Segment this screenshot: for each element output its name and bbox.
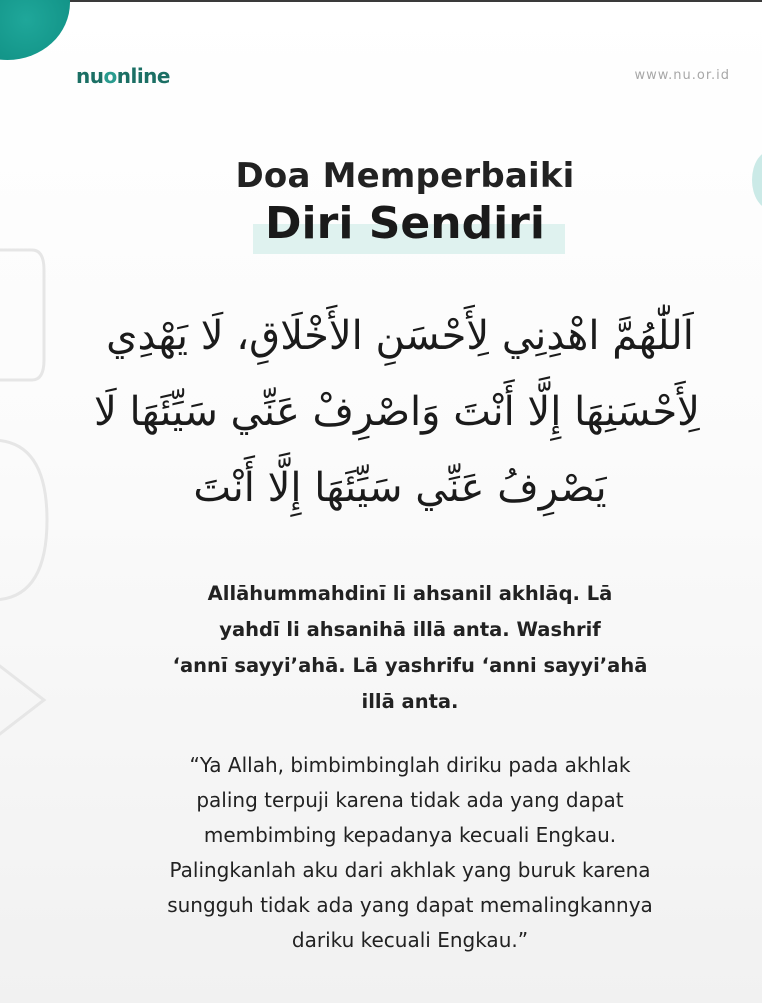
translation-line: paling terpuji karena tidak ada yang dapat xyxy=(196,788,624,812)
watermark-graphic xyxy=(0,230,52,770)
site-url[interactable]: www.nu.or.id xyxy=(634,68,730,83)
translation-line: membimbing kepadanya kecuali Engkau. xyxy=(203,823,617,847)
corner-decoration xyxy=(0,0,70,60)
title-line-2 xyxy=(247,198,563,249)
arabic-line: يَصْرِفُ عَنِّي سَيِّئَهَا إِلَّا أَنْتَ xyxy=(193,465,607,511)
logo-text-accent: o xyxy=(103,64,117,88)
arabic-prayer xyxy=(94,298,700,526)
translation-line: dariku kecuali Engkau.” xyxy=(291,928,529,952)
logo-text-post: nline xyxy=(116,64,170,88)
translation-line: “Ya Allah, bimbimbinglah diriku pada akhlak xyxy=(189,753,631,777)
title-line-1: Doa Memperbaiki xyxy=(235,156,575,196)
transliteration-line: Allāhummahdinī li ahsanil akhlāq. Lā xyxy=(207,582,613,605)
transliteration-line: yahdī li ahsanihā illā anta. Washrif xyxy=(219,618,601,641)
translation-line: sungguh tidak ada yang dapat memalingkannya xyxy=(167,893,653,917)
top-border-line xyxy=(0,0,762,2)
logo[interactable] xyxy=(76,64,170,88)
transliteration-line: ‘annī sayyi’ahā. Lā yashrifu ‘anni sayyi’ahā xyxy=(172,654,648,677)
arabic-line: لِأَحْسَنِهَا إِلَّا أَنْتَ وَاصْرِفْ عَنِّي سَيِّئَهَا لَا xyxy=(94,389,700,435)
translation xyxy=(100,748,720,958)
arabic-line: اَللّٰهُمَّ اهْدِنِي لِأَحْسَنِ الأَخْلَاقِ، لَا يَهْدِي xyxy=(106,313,694,359)
translation-line: Palingkanlah aku dari akhlak yang buruk karena xyxy=(169,858,651,882)
title-line-2-text: Diri Sendiri xyxy=(265,198,545,249)
transliteration xyxy=(110,576,710,720)
logo-text-pre: nu xyxy=(76,64,104,88)
transliteration-line: illā anta. xyxy=(361,690,459,713)
